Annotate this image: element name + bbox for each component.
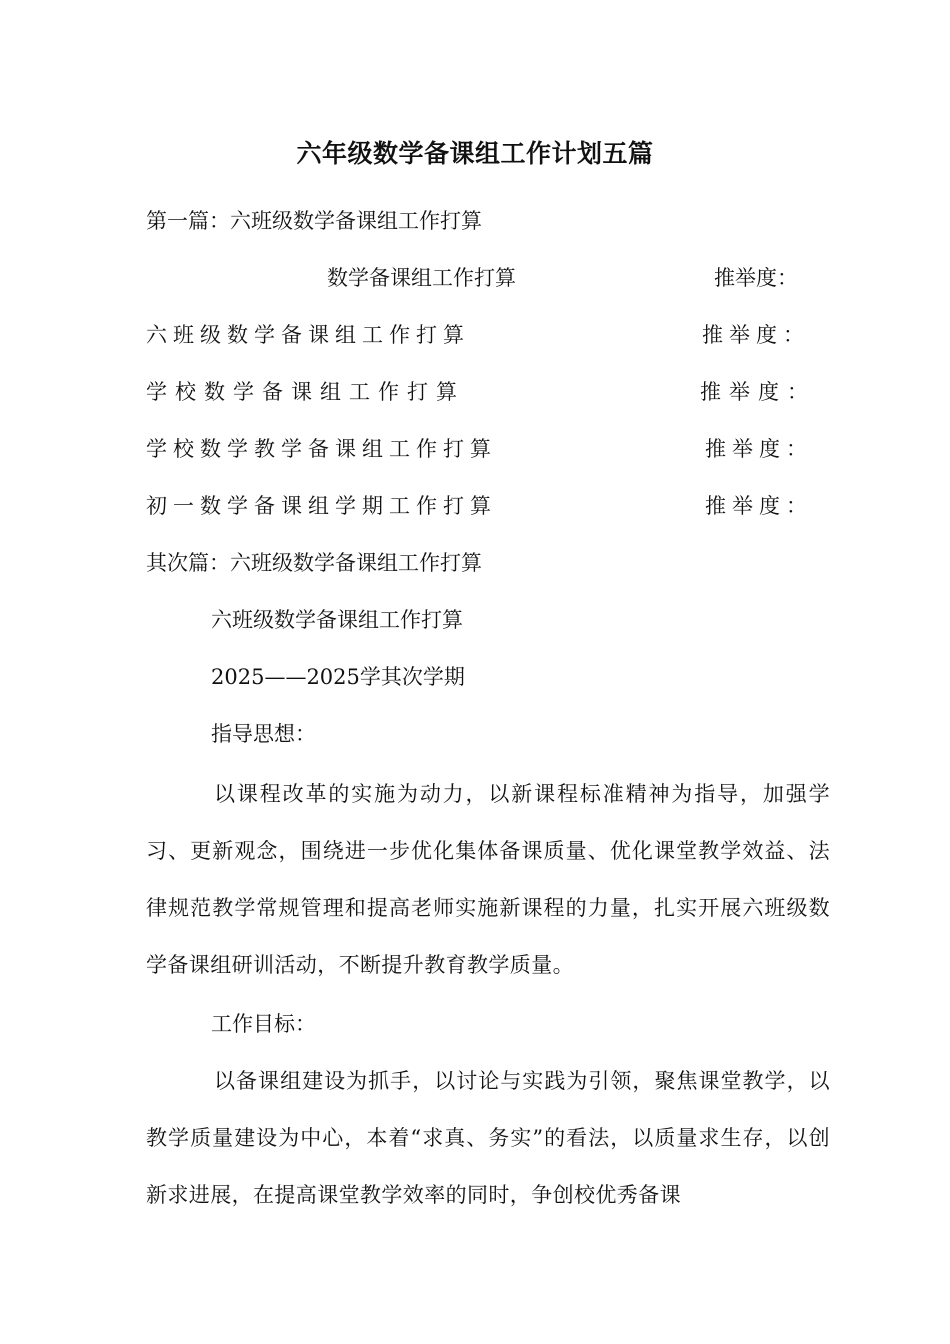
- part2-heading: 其次篇：六班级数学备课组工作打算: [146, 551, 482, 575]
- toc-item-4-name: 学校数学教学备课组工作打算: [146, 437, 497, 461]
- toc-item-3-name: 学校数学备课组工作打算: [146, 380, 465, 404]
- toc-item-2-rec: 推举度：: [702, 323, 810, 347]
- goals-paragraph: 以备课组建设为抓手，以讨论与实践为引领，聚焦课堂教学，以教学质量建设为中心，本着“求真、务实”的看法，以质量求生存，以创新求进展，在提高课堂教学效率的同时，争创校优秀备课: [146, 1069, 830, 1207]
- toc-item-3-rec: 推举度：: [700, 380, 816, 404]
- part1-heading: 第一篇：六班级数学备课组工作打算: [146, 209, 482, 233]
- section-subtitle: 六班级数学备课组工作打算: [211, 608, 463, 632]
- toc-item-2-name: 六班级数学备课组工作打算: [146, 323, 470, 347]
- guiding-label: 指导思想：: [211, 722, 316, 746]
- toc-item-1-rec: 推举度：: [714, 266, 798, 290]
- toc-item-1-name: 数学备课组工作打算: [327, 266, 516, 290]
- goals-label: 工作目标：: [211, 1012, 316, 1036]
- guiding-paragraph: 以课程改革的实施为动力，以新课程标准精神为指导，加强学习、更新观念，围绕进一步优化集体备课质量、优化课堂教学效益、法律规范教学常规管理和提高老师实施新课程的力量，扎实开展六班级数学备课组研训活动，不断提升教育教学质量。: [146, 782, 830, 977]
- document-title: 六年级数学备课组工作计划五篇: [296, 139, 654, 168]
- toc-item-4-rec: 推举度：: [705, 437, 813, 461]
- toc-item-5-name: 初一数学备课组学期工作打算: [146, 494, 497, 518]
- term-label: 2025——2025学其次学期: [211, 665, 465, 689]
- toc-item-5-rec: 推举度：: [705, 494, 813, 518]
